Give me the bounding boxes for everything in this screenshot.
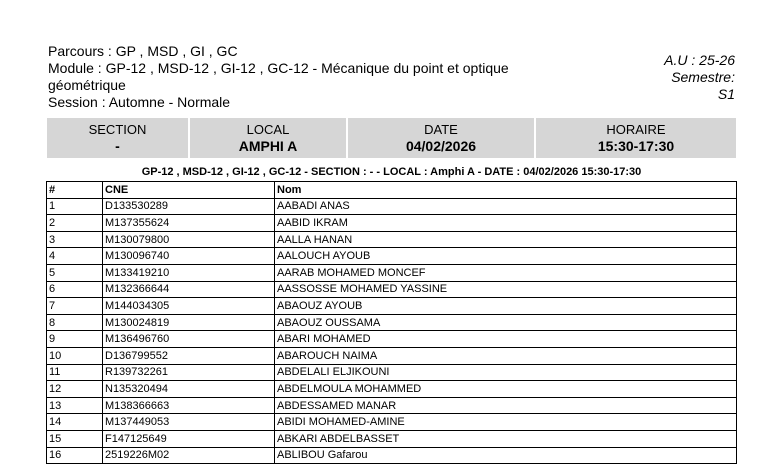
row-cne: M144034305	[103, 298, 275, 315]
row-cne: D136799552	[103, 347, 275, 364]
date-label: DATE	[424, 122, 458, 137]
section-value: -	[115, 138, 120, 154]
table-row	[47, 430, 737, 447]
row-cne: 2519226M02	[103, 447, 275, 464]
row-number: 15	[47, 430, 103, 447]
row-number: 1	[47, 198, 103, 215]
exam-details-band	[47, 118, 736, 158]
row-nom: AARAB MOHAMED MONCEF	[275, 264, 737, 281]
table-row	[47, 414, 737, 431]
table-row	[47, 397, 737, 414]
row-nom: ABLIBOU Gafarou	[275, 447, 737, 464]
row-cne: M133419210	[103, 264, 275, 281]
row-nom: ABDELMOULA MOHAMMED	[275, 381, 737, 398]
module-text-line2: géométrique	[48, 77, 126, 93]
table-header-row	[47, 182, 737, 199]
row-number: 13	[47, 397, 103, 414]
semester-value: S1	[717, 86, 735, 102]
table-row	[47, 298, 737, 315]
row-number: 2	[47, 215, 103, 232]
row-cne: M138366663	[103, 397, 275, 414]
academic-year: A.U : 25-26	[664, 52, 735, 68]
row-cne: M137449053	[103, 414, 275, 431]
exam-header-info	[48, 43, 608, 111]
row-nom: AABID IKRAM	[275, 215, 737, 232]
student-list-table	[46, 181, 737, 464]
row-nom: AABADI ANAS	[275, 198, 737, 215]
row-number: 9	[47, 331, 103, 348]
local-label: LOCAL	[246, 122, 290, 137]
row-nom: ABAOUZ OUSSAMA	[275, 314, 737, 331]
row-nom: ABARI MOHAMED	[275, 331, 737, 348]
table-row	[47, 381, 737, 398]
local-value: AMPHI A	[238, 138, 298, 154]
row-cne: F147125649	[103, 430, 275, 447]
horaire-cell	[534, 118, 736, 158]
row-number: 6	[47, 281, 103, 298]
row-number: 16	[47, 447, 103, 464]
row-nom: ABAOUZ AYOUB	[275, 298, 737, 315]
row-nom: AALOUCH AYOUB	[275, 248, 737, 265]
row-cne: M130024819	[103, 314, 275, 331]
row-number: 14	[47, 414, 103, 431]
row-nom: AALLA HANAN	[275, 231, 737, 248]
row-number: 4	[47, 248, 103, 265]
row-number: 11	[47, 364, 103, 381]
table-row	[47, 331, 737, 348]
list-subtitle: GP-12 , MSD-12 , GI-12 , GC-12 - SECTION : - - LOCAL : Amphi A - DATE : 04/02/2026 15:30-17:30	[141, 166, 642, 178]
row-nom: ABDESSAMED MANAR	[275, 397, 737, 414]
table-row	[47, 231, 737, 248]
academic-year-info	[664, 52, 735, 103]
row-number: 10	[47, 347, 103, 364]
parcours-text: Parcours : GP , MSD , GI , GC	[48, 43, 238, 59]
row-number: 3	[47, 231, 103, 248]
row-number: 7	[47, 298, 103, 315]
semester-label: Semestre:	[671, 69, 735, 85]
column-header-cne: CNE	[103, 182, 275, 199]
table-row	[47, 215, 737, 232]
row-number: 12	[47, 381, 103, 398]
row-cne: M132366644	[103, 281, 275, 298]
date-cell	[346, 118, 534, 158]
table-row	[47, 447, 737, 464]
table-row	[47, 248, 737, 265]
module-text-line1: Module : GP-12 , MSD-12 , GI-12 , GC-12 - Mécanique du point et optique	[48, 60, 509, 76]
row-cne: M130079800	[103, 231, 275, 248]
table-row	[47, 198, 737, 215]
section-cell	[47, 118, 188, 158]
horaire-value: 15:30-17:30	[597, 138, 675, 154]
column-header-nom: Nom	[275, 182, 737, 199]
row-nom: AASSOSSE MOHAMED YASSINE	[275, 281, 737, 298]
section-label: SECTION	[88, 122, 147, 137]
row-number: 8	[47, 314, 103, 331]
row-cne: M137355624	[103, 215, 275, 232]
table-row	[47, 264, 737, 281]
table-row	[47, 364, 737, 381]
row-nom: ABAROUCH NAIMA	[275, 347, 737, 364]
table-row	[47, 347, 737, 364]
row-cne: D133530289	[103, 198, 275, 215]
row-nom: ABKARI ABDELBASSET	[275, 430, 737, 447]
horaire-label: HORAIRE	[606, 122, 666, 137]
row-nom: ABIDI MOHAMED-AMINE	[275, 414, 737, 431]
row-cne: M136496760	[103, 331, 275, 348]
row-cne: N135320494	[103, 381, 275, 398]
local-cell	[188, 118, 346, 158]
row-nom: ABDELALI ELJIKOUNI	[275, 364, 737, 381]
table-row	[47, 281, 737, 298]
date-value: 04/02/2026	[405, 138, 477, 154]
table-row	[47, 314, 737, 331]
column-header-number: #	[47, 182, 103, 199]
row-cne: R139732261	[103, 364, 275, 381]
session-text: Session : Automne - Normale	[48, 94, 231, 110]
row-cne: M130096740	[103, 248, 275, 265]
row-number: 5	[47, 264, 103, 281]
